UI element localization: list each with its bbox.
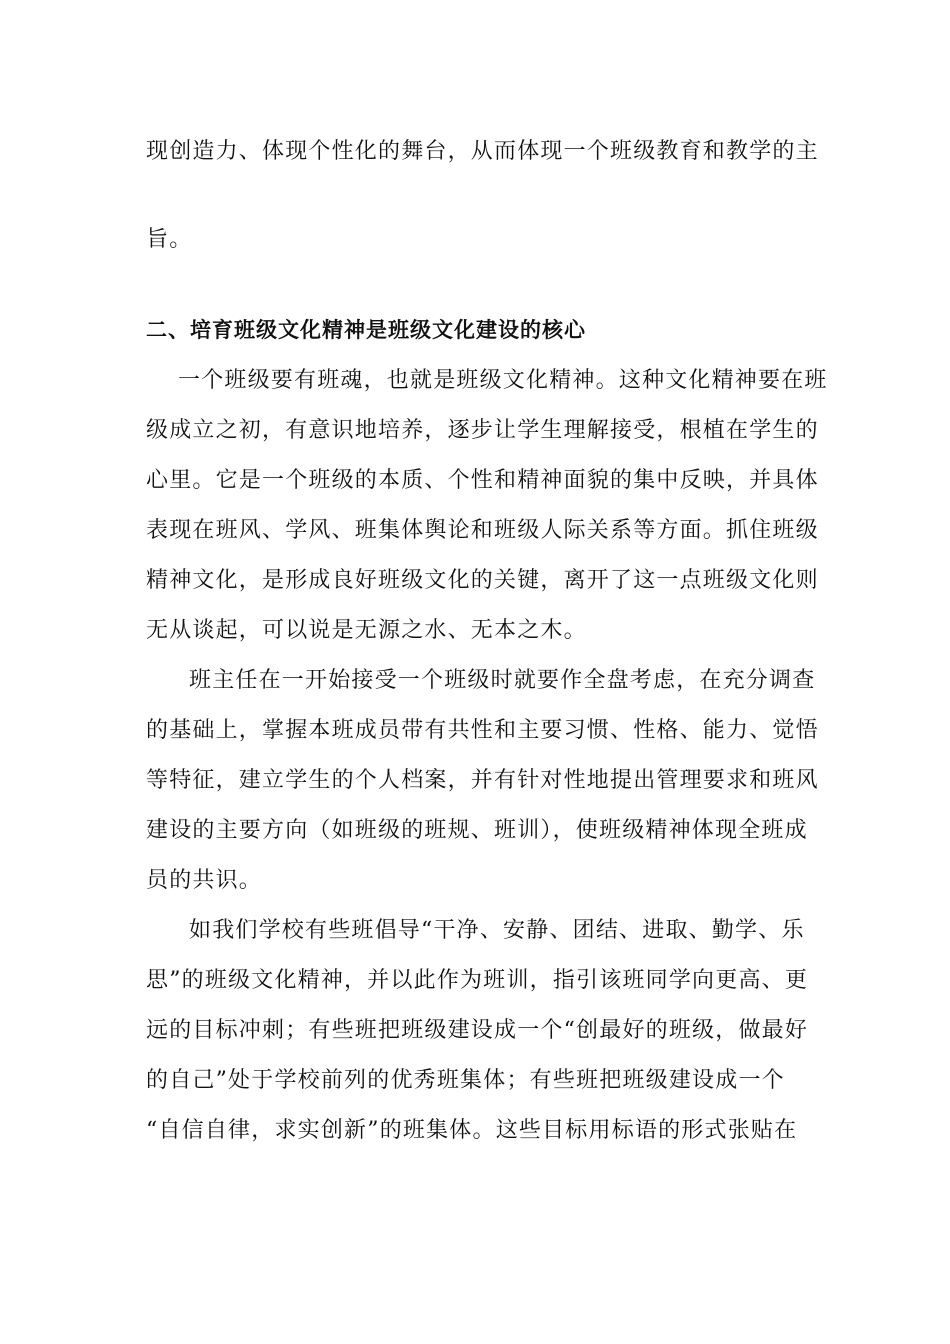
paragraph-line: 员的共识。 [146,868,263,893]
paragraph-line: 一个班级要有班魂，也就是班级文化精神。这种文化精神要在班 [178,368,828,393]
paragraph-line: 级成立之初，有意识地培养，逐步让学生理解接受，根植在学生的 [146,418,819,443]
section-heading: 二、培育班级文化精神是班级文化建设的核心 [146,318,586,342]
paragraph-line: 等特征，建立学生的个人档案，并有针对性地提出管理要求和班风 [146,768,819,793]
paragraph-line: 如我们学校有些班倡导“干净、安静、团结、进取、勤学、乐 [189,918,805,943]
paragraph-line: 的自己”处于学校前列的优秀班集体；有些班把班级建设成一个 [146,1068,785,1093]
intro-line: 现创造力、体现个性化的舞台，从而体现一个班级教育和教学的主 [146,139,819,164]
paragraph-line: 远的目标冲刺；有些班把班级建设成一个“创最好的班级，做最好 [146,1018,809,1043]
paragraph-line: 精神文化，是形成良好班级文化的关键，离开了这一点班级文化则 [146,568,819,593]
paragraph-line: 心里。它是一个班级的本质、个性和精神面貌的集中反映，并具体 [146,468,819,493]
intro-line: 旨。 [146,227,193,252]
paragraph-line: 无从谈起，可以说是无源之水、无本之木。 [146,618,587,643]
paragraph-line: 建设的主要方向（如班级的班规、班训），使班级精神体现全班成 [146,818,808,843]
paragraph-line: 思”的班级文化精神，并以此作为班训，指引该班同学向更高、更 [146,968,809,993]
paragraph-line: 表现在班风、学风、班集体舆论和班级人际关系等方面。抓住班级 [146,518,819,543]
paragraph-line: 班主任在一开始接受一个班级时就要作全盘考虑，在充分调查 [189,668,816,693]
paragraph-line: 的基础上，掌握本班成员带有共性和主要习惯、性格、能力、觉悟 [146,718,819,743]
paragraph-line: “自信自律，求实创新”的班集体。这些目标用标语的形式张贴在 [146,1118,798,1143]
